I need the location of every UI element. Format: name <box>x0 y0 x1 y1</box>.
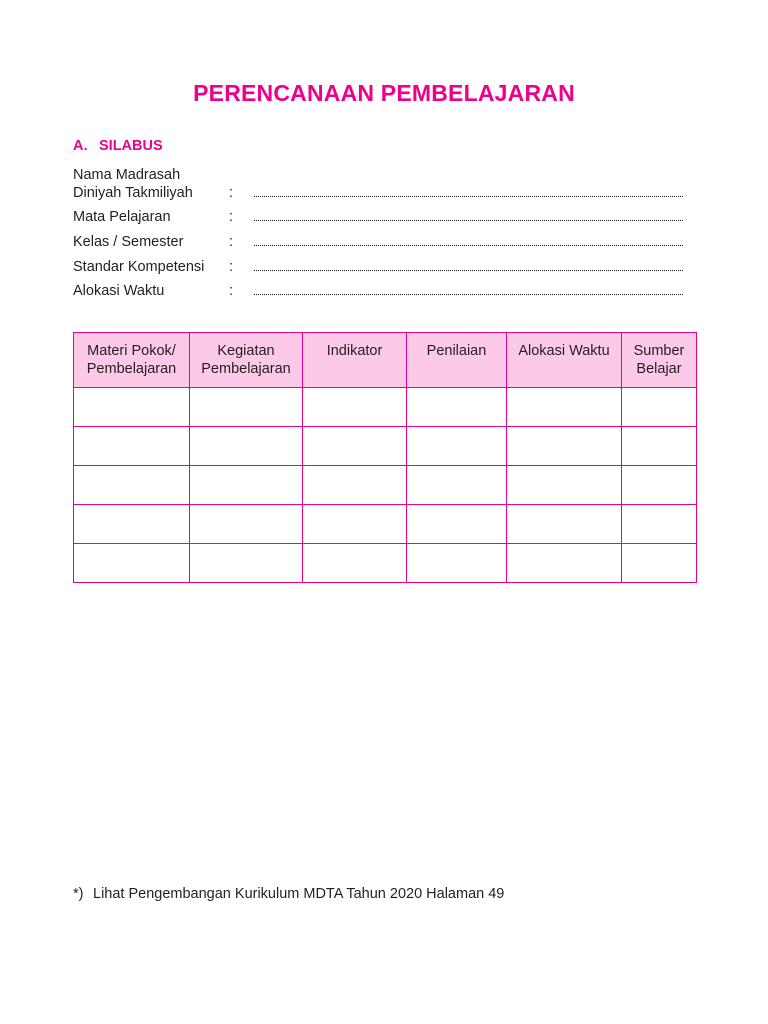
table-cell <box>622 388 697 427</box>
header-kegiatan-pembelajaran: Kegiatan Pembelajaran <box>190 333 303 388</box>
field-label <box>73 166 228 202</box>
table-cell <box>74 505 190 544</box>
table-cell <box>622 466 697 505</box>
field-fill-line <box>254 245 683 246</box>
field-nama-madrasah <box>73 166 688 202</box>
header-alokasi-waktu: Alokasi Waktu <box>507 333 622 388</box>
table-cell <box>190 505 303 544</box>
table-cell <box>303 544 407 583</box>
page-title: PERENCANAAN PEMBELAJARAN <box>193 80 575 106</box>
field-label: Alokasi Waktu <box>73 283 165 299</box>
field-label: Mata Pelajaran <box>73 209 171 225</box>
field-kelas-semester <box>73 233 688 251</box>
table-row <box>74 505 697 544</box>
table-cell <box>74 427 190 466</box>
field-alokasi-waktu <box>73 282 688 300</box>
field-colon: : <box>229 234 234 250</box>
table-cell <box>303 388 407 427</box>
section-letter: A. <box>73 138 88 154</box>
table-cell <box>74 466 190 505</box>
field-label-line1: Nama Madrasah <box>73 167 181 183</box>
table-cell <box>407 388 507 427</box>
table-cell <box>303 505 407 544</box>
field-fill-line <box>254 294 683 295</box>
field-standar-kompetensi <box>73 258 688 276</box>
header-penilaian: Penilaian <box>407 333 507 388</box>
table-cell <box>190 388 303 427</box>
table-cell <box>507 505 622 544</box>
table-cell <box>303 427 407 466</box>
field-fill-line <box>254 220 683 221</box>
table-cell <box>507 466 622 505</box>
table-body <box>74 388 697 583</box>
table-cell <box>190 427 303 466</box>
table-cell <box>74 544 190 583</box>
table-row <box>74 388 697 427</box>
table-cell <box>407 466 507 505</box>
header-materi-pokok: Materi Pokok/ Pembelajaran <box>74 333 190 388</box>
field-fill-line <box>254 196 683 197</box>
table-cell <box>407 544 507 583</box>
field-label: Kelas / Semester <box>73 234 184 250</box>
field-fill-line <box>254 270 683 271</box>
table-row <box>74 427 697 466</box>
field-colon: : <box>229 259 234 275</box>
silabus-table <box>73 332 697 583</box>
table-cell <box>190 544 303 583</box>
header-sumber-belajar: Sumber Belajar <box>622 333 697 388</box>
section-title: SILABUS <box>99 138 163 154</box>
field-colon: : <box>229 283 234 299</box>
field-colon: : <box>229 185 234 201</box>
table-cell <box>407 505 507 544</box>
table-row <box>74 466 697 505</box>
footnote-mark: *) <box>73 886 84 902</box>
section-heading <box>73 138 163 154</box>
footnote <box>73 886 504 902</box>
header-indikator: Indikator <box>303 333 407 388</box>
footnote-text: Lihat Pengembangan Kurikulum MDTA Tahun 2020 Halaman 49 <box>93 886 505 902</box>
table-row <box>74 544 697 583</box>
table-cell <box>74 388 190 427</box>
field-colon: : <box>229 209 234 225</box>
table-cell <box>507 388 622 427</box>
table-cell <box>407 427 507 466</box>
table-cell <box>622 427 697 466</box>
table-cell <box>507 544 622 583</box>
table-cell <box>622 544 697 583</box>
table-cell <box>190 466 303 505</box>
field-label: Standar Kompetensi <box>73 259 205 275</box>
table-header-row <box>74 333 697 388</box>
field-mata-pelajaran <box>73 208 688 226</box>
table-cell <box>507 427 622 466</box>
table-cell <box>303 466 407 505</box>
field-label-line2: Diniyah Takmiliyah <box>73 185 193 201</box>
table-cell <box>622 505 697 544</box>
